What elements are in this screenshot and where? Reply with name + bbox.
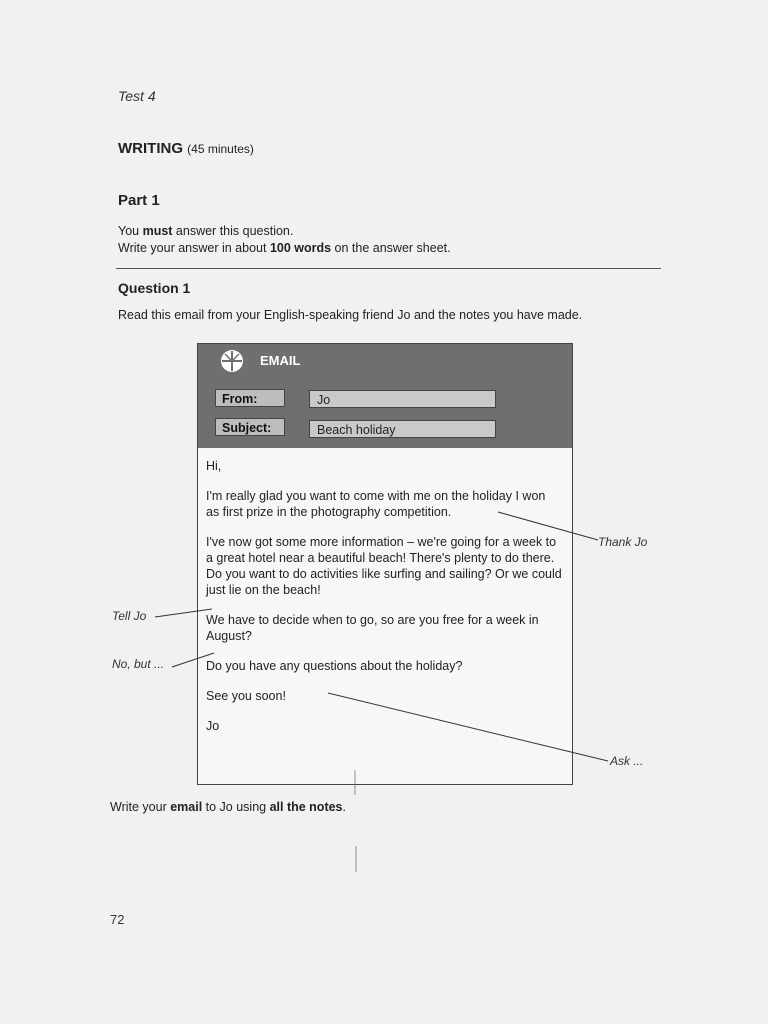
note-thank-jo: Thank Jo bbox=[598, 535, 648, 549]
task-instruction: Write your email to Jo using all the notes. bbox=[110, 800, 346, 814]
note-no-but: No, but ... bbox=[112, 657, 165, 671]
section-title-text: WRITING bbox=[118, 140, 183, 157]
note-tell-jo: Tell Jo bbox=[112, 609, 147, 623]
instruction-line-1: You must answer this question. bbox=[118, 224, 294, 238]
test-label: Test 4 bbox=[118, 88, 156, 104]
from-label: From: bbox=[215, 389, 285, 407]
subject-label: Subject: bbox=[215, 418, 285, 436]
from-field: Jo bbox=[309, 390, 496, 408]
email-paragraph: See you soon! bbox=[206, 689, 286, 703]
email-paragraph: Hi, bbox=[206, 459, 222, 473]
question-intro: Read this email from your English-speaking friend Jo and the notes you have made. bbox=[118, 308, 583, 322]
page-number: 72 bbox=[110, 912, 125, 927]
section-duration: (45 minutes) bbox=[187, 142, 254, 156]
instruction-line-2: Write your answer in about 100 words on the answer sheet. bbox=[118, 241, 451, 255]
email-paragraph: Jo bbox=[206, 719, 220, 733]
email-paragraph: I'm really glad you want to come with me on the holiday I won as first prize in the photography competition. bbox=[206, 489, 546, 519]
part-title: Part 1 bbox=[118, 192, 160, 209]
email-paragraph: We have to decide when to go, so are you free for a week in August? bbox=[206, 613, 539, 643]
subject-field: Beach holiday bbox=[309, 420, 496, 438]
email-header-title: EMAIL bbox=[260, 353, 301, 368]
question-title: Question 1 bbox=[118, 280, 191, 296]
note-ask: Ask ... bbox=[610, 754, 644, 768]
email-paragraph: I've now got some more information – we're going for a week to a great hotel near a beautiful beach! There's plenty to do there. Do you want to do activities like surfing and sailing? Or we could just lie on the beach! bbox=[206, 535, 562, 597]
email-paragraph: Do you have any questions about the holiday? bbox=[206, 659, 463, 673]
